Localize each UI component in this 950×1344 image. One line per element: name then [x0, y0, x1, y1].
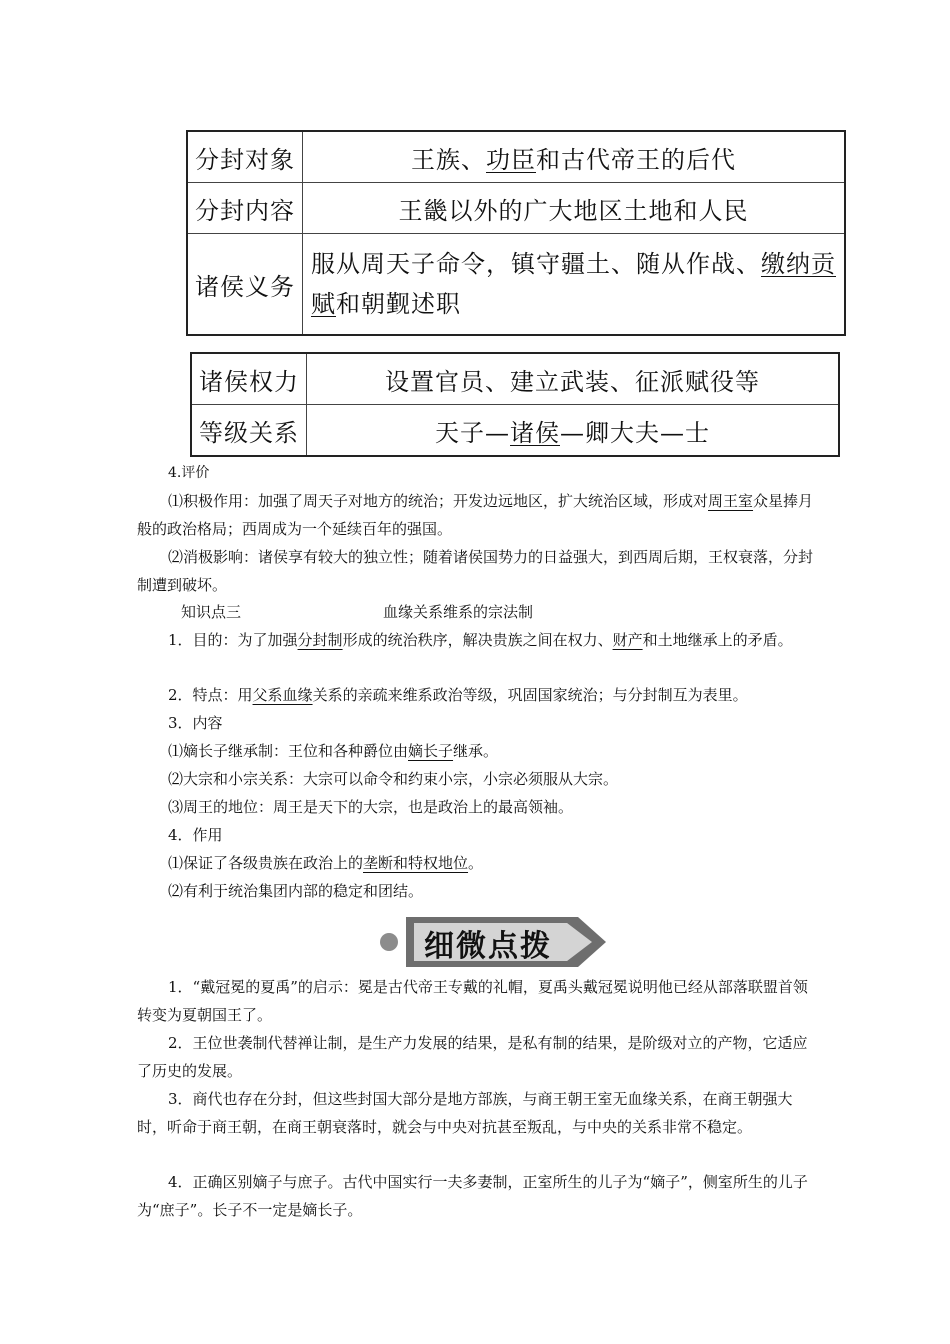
- paragraph: ⑴嫡长子继承制：王位和各种爵位由嫡长子继承。: [168, 742, 499, 760]
- row-value: 设置官员、建立武装、征派赋役等: [307, 353, 840, 405]
- paragraph: 1．目的：为了加强分封制形成的统治秩序，解决贵族之间在权力、财产和土地继承上的矛盾。: [168, 631, 793, 649]
- tip-paragraph: 3．商代也存在分封，但这些封国大部分是地方部族，与商王朝王室无血缘关系，在商王朝强大时，听命于商王朝，在商王朝衰落时，就会与中央对抗甚至叛乱，与中央的关系非常不稳定。: [137, 1090, 793, 1136]
- paragraph: 4．作用: [168, 826, 223, 844]
- table-row: [191, 405, 839, 457]
- row-value: 王畿以外的广大地区土地和人民: [303, 183, 846, 234]
- knowledge-point-title: 血缘关系维系的宗法制: [383, 603, 534, 621]
- table-row: [187, 183, 845, 234]
- row-value: 服从周天子命令，镇守疆土、随从作战、缴纳贡赋和朝觐述职: [303, 234, 846, 336]
- paragraph: ⑴积极作用：加强了周天子对地方的统治；开发边远地区，扩大统治区域，形成对周王室众星捧月般的政治格局；西周成为一个延续百年的强国。: [137, 492, 814, 538]
- section-banner: [380, 913, 610, 969]
- section-heading: 4.评价: [168, 465, 210, 481]
- paragraph: ⑴保证了各级贵族在政治上的垄断和特权地位。: [168, 854, 484, 872]
- paragraph: 2．特点：用父系血缘关系的亲疏来维系政治等级，巩固国家统治；与分封制互为表里。: [168, 686, 748, 704]
- row-key: 分封对象: [187, 131, 303, 183]
- paragraph: 3．内容: [168, 714, 223, 732]
- feudal-table-2: [190, 352, 840, 457]
- table-row: [191, 353, 839, 405]
- tip-paragraph: 4．正确区别嫡子与庶子。古代中国实行一夫多妻制，正室所生的儿子为“嫡子”，侧室所生的儿子为“庶子”。长子不一定是嫡长子。: [137, 1173, 808, 1219]
- paragraph: ⑵有利于统治集团内部的稳定和团结。: [168, 882, 424, 900]
- row-key: 等级关系: [191, 405, 307, 457]
- paragraph: ⑵大宗和小宗关系：大宗可以命令和约束小宗，小宗必须服从大宗。: [168, 770, 619, 788]
- tip-paragraph: 2．王位世袭制代替禅让制，是生产力发展的结果，是私有制的结果，是阶级对立的产物，它适应了历史的发展。: [137, 1034, 808, 1080]
- row-value: 王族、功臣和古代帝王的后代: [303, 131, 846, 183]
- row-value: 天子—诸侯—卿大夫—士: [307, 405, 840, 457]
- paragraph: ⑶周王的地位：周王是天下的大宗，也是政治上的最高领袖。: [168, 798, 574, 816]
- row-key: 诸侯权力: [191, 353, 307, 405]
- row-key: 诸侯义务: [187, 234, 303, 336]
- table-row: [187, 131, 845, 183]
- row-key: 分封内容: [187, 183, 303, 234]
- paragraph: ⑵消极影响：诸侯享有较大的独立性；随着诸侯国势力的日益强大，到西周后期，王权衰落，分封制遭到破坏。: [137, 548, 814, 594]
- knowledge-point-label: 知识点三: [181, 603, 242, 621]
- feudal-table-1: [186, 130, 846, 336]
- table-row: [187, 234, 845, 336]
- banner-title: 细微点拨: [424, 929, 552, 964]
- tip-paragraph: 1．“戴冠冕的夏禹”的启示：冕是古代帝王专戴的礼帽，夏禹头戴冠冕说明他已经从部落联盟首领转变为夏朝国王了。: [137, 978, 808, 1024]
- bullet-dot-icon: [380, 933, 398, 951]
